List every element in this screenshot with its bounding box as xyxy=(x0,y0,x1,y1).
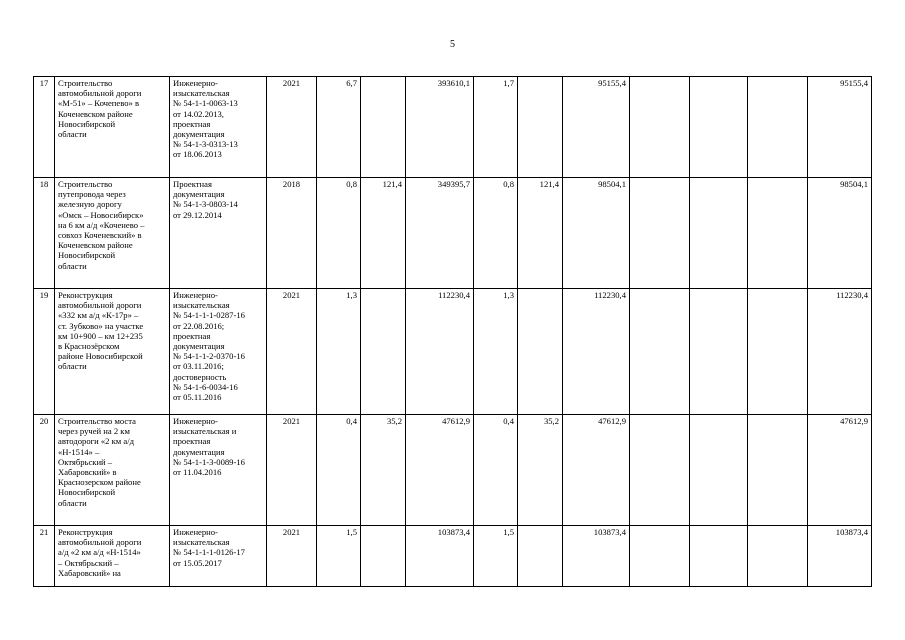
cost-period: 98504,1 xyxy=(563,178,630,289)
length-m xyxy=(361,289,406,415)
cost-col-11 xyxy=(690,77,748,178)
cost-col-10 xyxy=(630,415,690,526)
total-cost: 349395,7 xyxy=(406,178,474,289)
length-m-period xyxy=(518,289,563,415)
row-number: 18 xyxy=(34,178,55,289)
documentation: Инженерно- изыскательская № 54-1-1-1-0126-17 от 15.05.2017 xyxy=(170,526,267,587)
cost-col-11 xyxy=(690,289,748,415)
cost-col-10 xyxy=(630,526,690,587)
length-m xyxy=(361,526,406,587)
length-m: 35,2 xyxy=(361,415,406,526)
length-m-period: 35,2 xyxy=(518,415,563,526)
documentation: Инженерно- изыскательская № 54-1-1-1-0287-16 от 22.08.2016; проектная документация № 54-1-1-2-0370-16 от 03.11.2016; достоверность № 54-1-6-0034-16 от 05.11.2016 xyxy=(170,289,267,415)
cost-col-11 xyxy=(690,415,748,526)
table-row xyxy=(34,289,872,415)
length-km-period: 1,5 xyxy=(474,526,518,587)
cost-col-12 xyxy=(748,178,808,289)
length-km-period: 0,4 xyxy=(474,415,518,526)
table-row xyxy=(34,178,872,289)
length-km: 0,4 xyxy=(317,415,361,526)
cost-col-12 xyxy=(748,526,808,587)
length-m-period: 121,4 xyxy=(518,178,563,289)
table-row xyxy=(34,415,872,526)
cost-period: 103873,4 xyxy=(563,526,630,587)
cost-col-11 xyxy=(690,526,748,587)
length-km-period: 0,8 xyxy=(474,178,518,289)
length-m: 121,4 xyxy=(361,178,406,289)
length-km-period: 1,3 xyxy=(474,289,518,415)
object-name: Реконструкция автомобильной дороги «332 км а/д «К-17р» – ст. Зубково» на участке км 10+900 – км 12+235 в Краснозёрском районе Новосибирской области xyxy=(55,289,170,415)
length-km: 1,3 xyxy=(317,289,361,415)
row-number: 21 xyxy=(34,526,55,587)
cost-col-10 xyxy=(630,289,690,415)
cost-period: 112230,4 xyxy=(563,289,630,415)
year-cell: 2021 xyxy=(267,415,317,526)
cost-col-12 xyxy=(748,77,808,178)
length-m-period xyxy=(518,526,563,587)
year-cell: 2021 xyxy=(267,77,317,178)
cost-col-12 xyxy=(748,415,808,526)
cost-col-10 xyxy=(630,178,690,289)
total-cost: 393610,1 xyxy=(406,77,474,178)
cost-col-12 xyxy=(748,289,808,415)
cost-period: 47612,9 xyxy=(563,415,630,526)
cost-col-13: 112230,4 xyxy=(808,289,872,415)
cost-col-13: 98504,1 xyxy=(808,178,872,289)
year-cell: 2021 xyxy=(267,526,317,587)
total-cost: 112230,4 xyxy=(406,289,474,415)
year-cell: 2021 xyxy=(267,289,317,415)
length-km-period: 1,7 xyxy=(474,77,518,178)
documentation: Инженерно- изыскательская № 54-1-1-0063-13 от 14.02.2013, проектная документация № 54-1-3-0313-13 от 18.06.2013 xyxy=(170,77,267,178)
documentation: Инженерно- изыскательская и проектная документация № 54-1-1-3-0089-16 от 11.04.2016 xyxy=(170,415,267,526)
row-number: 19 xyxy=(34,289,55,415)
cost-col-11 xyxy=(690,178,748,289)
length-m-period xyxy=(518,77,563,178)
cost-col-13: 103873,4 xyxy=(808,526,872,587)
length-km: 0,8 xyxy=(317,178,361,289)
object-name: Строительство моста через ручей на 2 км автодороги «2 км а/д «Н-1514» – Октябрьский – Хабаровский» в Краснозерском районе Новосибирской области xyxy=(55,415,170,526)
year-cell: 2018 xyxy=(267,178,317,289)
table-row xyxy=(34,77,872,178)
length-m xyxy=(361,77,406,178)
row-number: 20 xyxy=(34,415,55,526)
cost-period: 95155,4 xyxy=(563,77,630,178)
length-km: 6,7 xyxy=(317,77,361,178)
objects-table xyxy=(33,76,872,587)
object-name: Строительство автомобильной дороги «М-51» – Кочепево» в Коченевском районе Новосибирской области xyxy=(55,77,170,178)
object-name: Строительство путепровода через железную дорогу «Омск – Новосибирск» на 6 км а/д «Коченево – совхоз Коченевский» в Коченевском районе Новосибирской области xyxy=(55,178,170,289)
length-km: 1,5 xyxy=(317,526,361,587)
table-row xyxy=(34,526,872,587)
cost-col-13: 95155,4 xyxy=(808,77,872,178)
row-number: 17 xyxy=(34,77,55,178)
total-cost: 103873,4 xyxy=(406,526,474,587)
cost-col-10 xyxy=(630,77,690,178)
object-name: Реконструкция автомобильной дороги а/д «2 км а/д «Н-1514» – Октябрьский – Хабаровский» на xyxy=(55,526,170,587)
documentation: Проектная документация № 54-1-3-0803-14 от 29.12.2014 xyxy=(170,178,267,289)
cost-col-13: 47612,9 xyxy=(808,415,872,526)
total-cost: 47612,9 xyxy=(406,415,474,526)
page-number: 5 xyxy=(450,39,455,50)
